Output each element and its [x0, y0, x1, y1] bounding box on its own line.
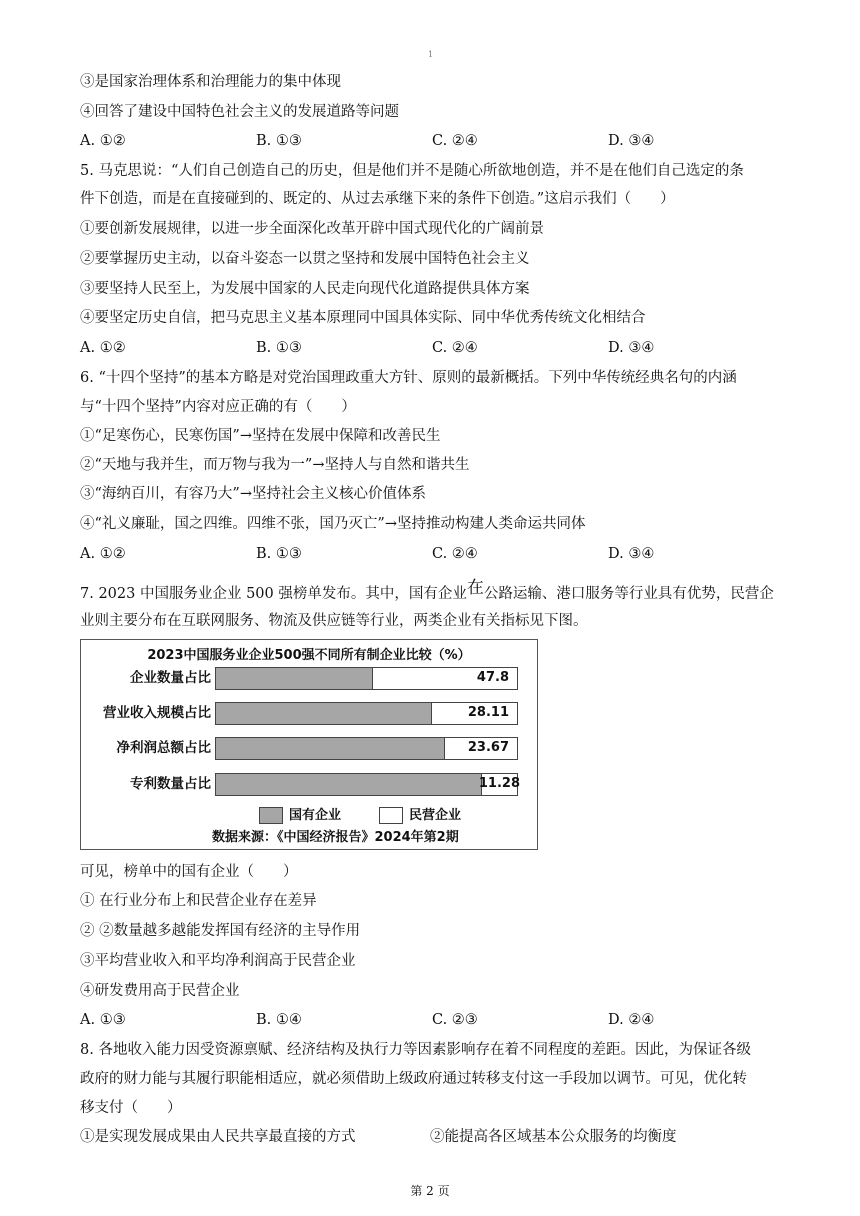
- q7-option-1: ① 在行业分布上和民营企业存在差异: [80, 893, 317, 909]
- q5-option-1: ①要创新发展规律，以进一步全面深化改革开辟中国式现代化的广阔前景: [80, 221, 544, 237]
- ownership-comparison-chart: [80, 639, 538, 850]
- answer-a[interactable]: A. ①③: [80, 1012, 126, 1028]
- q7-stem-raised-char: 在: [466, 578, 484, 598]
- answer-d[interactable]: D. ②④: [608, 1012, 655, 1028]
- q4-answers: [80, 131, 780, 151]
- legend-label-private: 民营企业: [409, 808, 462, 823]
- q6-option-2: ②“天地与我并生，而万物与我为一”→坚持人与自然和谐共生: [80, 457, 470, 473]
- category-label: 专利数量占比: [130, 776, 211, 792]
- bar-state-owned: [216, 703, 432, 724]
- bar-state-owned: [216, 668, 373, 689]
- q8-stem-line2: 政府的财力能与其履行职能相适应，就必须借助上级政府通过转移支付这一手段加以调节。可见，优化转: [80, 1071, 747, 1087]
- answer-b[interactable]: B. ①④: [256, 1012, 302, 1028]
- q7-option-4: ④研发费用高于民营企业: [80, 983, 240, 999]
- answer-a[interactable]: A. ①②: [80, 546, 126, 562]
- category-label: 营业收入规模占比: [103, 705, 211, 721]
- q5-option-2: ②要掌握历史主动，以奋斗姿态一以贯之坚持和发展中国特色社会主义: [80, 251, 530, 267]
- answer-d[interactable]: D. ③④: [608, 133, 655, 149]
- answer-d[interactable]: D. ③④: [608, 546, 655, 562]
- q4-option-4: ④回答了建设中国特色社会主义的发展道路等问题: [80, 104, 399, 120]
- bar-value-label: 28.11: [467, 705, 509, 720]
- q6-answers: [80, 544, 780, 564]
- q5-option-3: ③要坚持人民至上，为发展中国家的人民走向现代化道路提供具体方案: [80, 281, 530, 297]
- q8-option-1: ①是实现发展成果由人民共享最直接的方式: [80, 1129, 356, 1145]
- q5-answers: [80, 338, 780, 358]
- q8-options: [80, 1127, 780, 1147]
- q6-stem-line2: 与“十四个坚持”内容对应正确的有（ ）: [80, 399, 356, 415]
- category-label: 企业数量占比: [130, 670, 211, 686]
- q6-option-4: ④“礼义廉耻，国之四维。四维不张，国乃灭亡”→坚持推动构建人类命运共同体: [80, 516, 586, 532]
- q7-after-chart: 可见，榜单中的国有企业（ ）: [80, 864, 298, 880]
- q7-stem-line2: 业则主要分布在互联网服务、物流及供应链等行业，两类企业有关指标见下图。: [80, 613, 588, 629]
- answer-c[interactable]: C. ②④: [432, 546, 478, 562]
- q6-stem-line1: 6. “十四个坚持”的基本方略是对党治国理政重大方针、原则的最新概括。下列中华传统经典名句的内涵: [80, 370, 737, 386]
- answer-b[interactable]: B. ①③: [256, 133, 302, 149]
- legend-swatch-private: [379, 807, 403, 824]
- q7-stem-line1: [80, 578, 780, 604]
- bar-value-label: 11.28: [478, 776, 520, 791]
- bar-track: [215, 737, 518, 760]
- q4-option-3: ③是国家治理体系和治理能力的集中体现: [80, 74, 341, 90]
- chart-source: 数据来源：《中国经济报告》2024年第2期: [212, 830, 459, 845]
- category-label: 净利润总额占比: [116, 740, 211, 756]
- page-tick: 1: [428, 50, 434, 59]
- q5-option-4: ④要坚定历史自信，把马克思主义基本原理同中国具体实际、同中华优秀传统文化相结合: [80, 310, 646, 326]
- q5-stem-line1: 5. 马克思说：“人们自己创造自己的历史，但是他们并不是随心所欲地创造，并不是在他们自己选定的条: [80, 163, 744, 179]
- q6-option-1: ①“足寒伤心，民寒伤国”→坚持在发展中保障和改善民生: [80, 428, 441, 444]
- q7-option-2: ② ②数量越多越能发挥国有经济的主导作用: [80, 923, 361, 939]
- q8-stem-line1: 8. 各地收入能力因受资源禀赋、经济结构及执行力等因素影响存在着不同程度的差距。因此，为保证各级: [80, 1042, 751, 1058]
- bar-state-owned: [216, 738, 445, 759]
- q6-option-3: ③“海纳百川，有容乃大”→坚持社会主义核心价值体系: [80, 486, 426, 502]
- answer-b[interactable]: B. ①③: [256, 340, 302, 356]
- answer-d[interactable]: D. ③④: [608, 340, 655, 356]
- bar-value-label: 47.8: [476, 670, 509, 685]
- bar-value-label: 23.67: [467, 740, 509, 755]
- answer-b[interactable]: B. ①③: [256, 546, 302, 562]
- answer-a[interactable]: A. ①②: [80, 133, 126, 149]
- legend-swatch-state: [259, 807, 283, 824]
- q7-answers: [80, 1010, 780, 1030]
- answer-c[interactable]: C. ②④: [432, 133, 478, 149]
- q7-stem-part-b: 公路运输、港口服务等行业具有优势，民营企: [483, 586, 774, 602]
- bar-track: [215, 702, 518, 725]
- q8-option-2: ②能提高各区域基本公众服务的均衡度: [430, 1129, 677, 1145]
- bar-track: [215, 773, 518, 796]
- bar-state-owned: [216, 774, 482, 795]
- answer-c[interactable]: C. ②③: [432, 1012, 478, 1028]
- legend-label-state: 国有企业: [289, 808, 342, 823]
- q7-option-3: ③平均营业收入和平均净利润高于民营企业: [80, 953, 356, 969]
- q7-stem-part-a: 7. 2023 中国服务业企业 500 强榜单发布。其中，国有企业: [80, 586, 467, 602]
- bar-track: [215, 667, 518, 690]
- chart-title: 2023中国服务业企业500强不同所有制企业比较（%）: [147, 648, 471, 663]
- page-number: 第 2 页: [410, 1184, 450, 1198]
- answer-c[interactable]: C. ②④: [432, 340, 478, 356]
- q5-stem-line2: 件下创造，而是在直接碰到的、既定的、从过去承继下来的条件下创造。”这启示我们（ ）: [80, 191, 675, 207]
- answer-a[interactable]: A. ①②: [80, 340, 126, 356]
- q8-stem-line3: 移支付（ ）: [80, 1100, 182, 1116]
